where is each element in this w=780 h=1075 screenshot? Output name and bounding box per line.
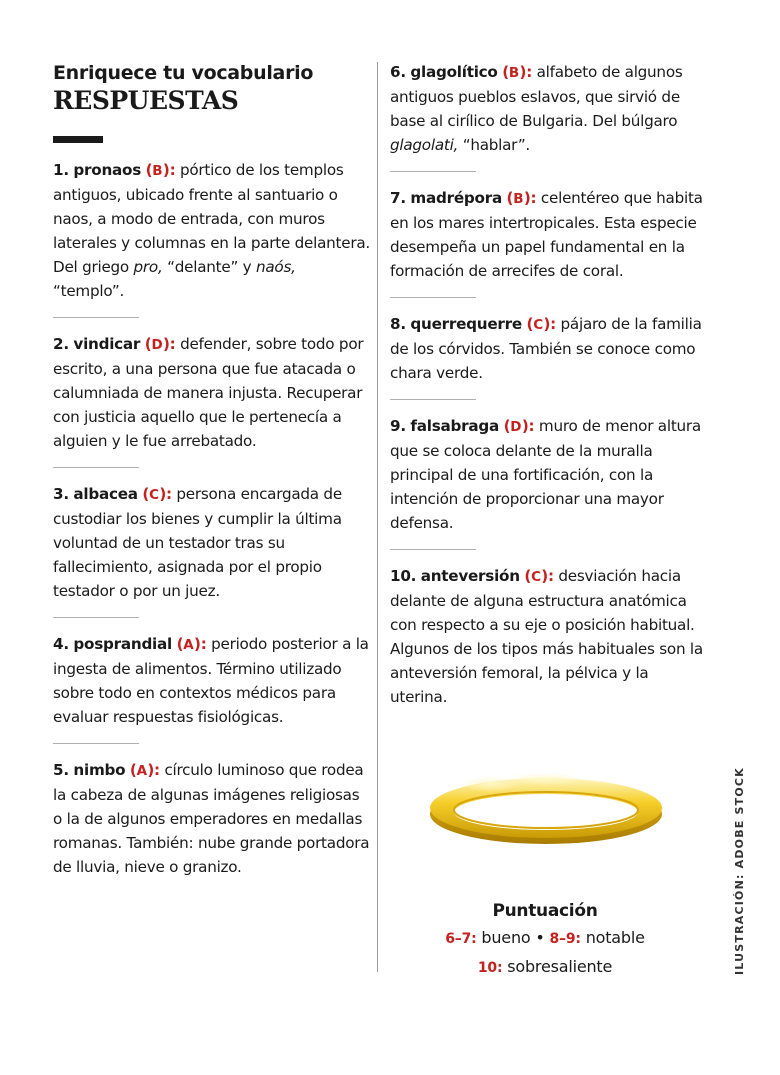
entry-term: glagolítico (410, 63, 498, 81)
entry-separator (53, 743, 139, 744)
scoring-line-1: 6–7: bueno • 8–9: notable (445, 928, 645, 947)
right-column (390, 60, 708, 709)
entry-separator (53, 317, 139, 318)
entry-term: pronaos (73, 161, 142, 179)
answer-entry-5: 5. nimbo (A): círculo luminoso que rodea la cabeza de algunas imágenes religiosas o la de algunos emperadores en medallas romanas. También: nube grande portadora de lluvia, nieve o granizo. (53, 761, 370, 876)
entry-separator (53, 617, 139, 618)
entry-answer: C (531, 569, 542, 585)
entry-answer: A (136, 763, 148, 779)
scoring-title: Puntuación (492, 901, 598, 921)
bullet-separator: • (535, 928, 545, 947)
entry-answer: C (533, 317, 544, 333)
answer-entry-8: 8. querrequerre (C): pájaro de la familia de los córvidos. También se conoce como chara verde. (390, 315, 702, 382)
entry-answer: B (508, 65, 520, 81)
entry-term: vindicar (73, 335, 141, 353)
entry-answer: B (152, 163, 163, 179)
answer-entry-6: 6. glagolítico (B): alfabeto de algunos antiguos pueblos eslavos, que sirvió de base al cirílico de Bulgaria. Del búlgaro glagolati, “hablar”. (390, 63, 683, 154)
entry-separator (53, 467, 139, 468)
entry-separator (390, 399, 476, 400)
title-bar (53, 136, 103, 143)
answer-entry-7: 7. madrépora (B): celentéreo que habita en los mares intertropicales. Esta especie desempeña un papel fundamental en la formación de arrecifes de coral. (390, 189, 703, 280)
scoring-box (400, 898, 690, 982)
entry-term: falsabraga (410, 417, 500, 435)
entry-term: albacea (73, 485, 138, 503)
entry-term: posprandial (73, 635, 172, 653)
page-subtitle: RESPUESTAS (53, 86, 239, 115)
entry-term: nimbo (73, 761, 126, 779)
halo-icon (426, 770, 666, 850)
entry-term: madrépora (410, 189, 502, 207)
golden-halo-illustration (426, 770, 666, 850)
answer-entry-10: 10. anteversión (C): desviación hacia delante de alguna estructura anatómica con respecto a su eje o posición habitual. Algunos de los tipos más habituales son la anteversión femoral, la pélvica y la uterina. (390, 567, 703, 706)
entry-separator (390, 171, 476, 172)
entry-answer: D (510, 419, 522, 435)
entry-answer: A (183, 637, 195, 653)
entry-answer: B (513, 191, 524, 207)
entry-term: anteversión (420, 567, 520, 585)
entry-answer: D (151, 337, 163, 353)
column-divider (377, 62, 378, 972)
entry-separator (390, 549, 476, 550)
illustration-credit: ILUSTRACIÓN: ADOBE STOCK (733, 767, 746, 975)
entry-separator (390, 297, 476, 298)
entry-answer: C (149, 487, 160, 503)
answer-entry-9: 9. falsabraga (D): muro de menor altura que se coloca delante de la muralla principal de una fortificación, con la intención de proporcionar una mayor defensa. (390, 417, 701, 532)
entry-term: querrequerre (410, 315, 522, 333)
answer-entry-4: 4. posprandial (A): periodo posterior a la ingesta de alimentos. Término utilizado sobre todo en contextos médicos para evaluar respuestas fisiológicas. (53, 635, 369, 726)
left-column (53, 60, 371, 879)
page-title: Enriquece tu vocabulario (53, 62, 314, 84)
answer-entry-2: 2. vindicar (D): defender, sobre todo por escrito, a una persona que fue atacada o calumniada de manera injusta. Recuperar con justicia aquello que le pertenecía a alguien y le fue arrebatado. (53, 335, 364, 450)
answer-entry-1: 1. pronaos (B): pórtico de los templos antiguos, ubicado frente al santuario o naos, a modo de entrada, con muros laterales y columnas en la parte delantera. Del griego pro, “delante” y naós, “templo”. (53, 161, 370, 300)
scoring-line-2: 10: sobresaliente (477, 957, 613, 976)
answer-entry-3: 3. albacea (C): persona encargada de custodiar los bienes y cumplir la última voluntad de un testador tras su fallecimiento, asignada por el propio testador o por un juez. (53, 485, 342, 600)
